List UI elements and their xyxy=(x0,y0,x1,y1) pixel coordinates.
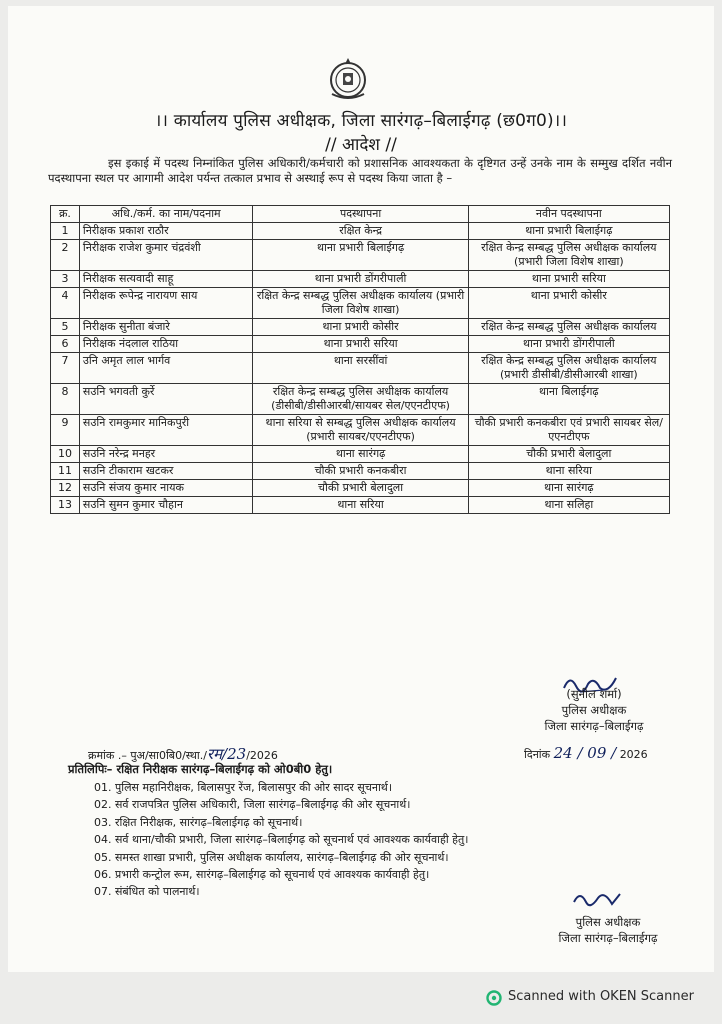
cell-sn: 3 xyxy=(51,271,80,288)
table-header-row xyxy=(51,206,670,223)
cell-sn: 9 xyxy=(51,415,80,446)
cell-new-posting: रक्षित केन्द्र सम्बद्ध पुलिस अधीक्षक कार्यालय (प्रभारी जिला विशेष शाखा) xyxy=(468,240,669,271)
cell-name: सउनि संजय कुमार नायक xyxy=(79,480,253,497)
cell-name: सउनि रामकुमार मानिकपुरी xyxy=(79,415,253,446)
cell-posting: रक्षित केन्द्र सम्बद्ध पुलिस अधीक्षक कार्यालय (डीसीबी/डीसीआरबी/सायबर सेल/एएनटीएफ) xyxy=(253,384,468,415)
office-title: ।। कार्यालय पुलिस अधीक्षक, जिला सारंगढ़–बिलाईगढ़ (छ0ग0)।। xyxy=(154,111,568,131)
table-row xyxy=(51,319,670,336)
signatory-district: जिला सारंगढ़–बिलाईगढ़ xyxy=(544,719,644,733)
reference-prefix: क्रमांक .– पुअ/सा0बि0/स्था./ xyxy=(88,749,207,762)
date-year: 2026 xyxy=(619,748,648,761)
signatory-name: (सुनील शर्मा) xyxy=(566,687,622,701)
cell-new-posting: चौकी प्रभारी बेलादुला xyxy=(468,446,669,463)
cell-posting: चौकी प्रभारी बेलादुला xyxy=(253,480,468,497)
cell-new-posting: थाना बिलाईगढ़ xyxy=(468,384,669,415)
cell-sn: 10 xyxy=(51,446,80,463)
cell-posting: थाना सरसींवां xyxy=(253,353,468,384)
cell-sn: 11 xyxy=(51,463,80,480)
table-row xyxy=(51,480,670,497)
table-row xyxy=(51,384,670,415)
cell-sn: 2 xyxy=(51,240,80,271)
cell-sn: 4 xyxy=(51,288,80,319)
copy-item: 01. पुलिस महानिरीक्षक, बिलासपुर रेंज, बिलासपुर की ओर सादर सूचनार्थ। xyxy=(94,781,392,794)
cell-posting: थाना प्रभारी सरिया xyxy=(253,336,468,353)
copy-item: 03. रक्षित निरीक्षक, सारंगढ़–बिलाईगढ़ को सूचनार्थ। xyxy=(94,815,303,829)
reference-date xyxy=(524,744,648,762)
copy-heading: प्रतिलिपिः– रक्षित निरीक्षक सारंगढ़–बिलाईगढ़ को ओ0बी0 हेतु। xyxy=(68,762,333,776)
scanner-watermark-text: Scanned with OKEN Scanner xyxy=(508,989,694,1004)
cell-posting: थाना सारंगढ़ xyxy=(253,446,468,463)
signature-sp-copy xyxy=(568,888,624,914)
cell-posting: चौकी प्रभारी कनकबीरा xyxy=(253,463,468,480)
signatory-block xyxy=(504,686,684,734)
cell-name: सउनि टीकाराम खटकर xyxy=(79,463,253,480)
signatory-designation: पुलिस अधीक्षक xyxy=(561,703,627,717)
date-label: दिनांक xyxy=(524,748,551,761)
cell-name: निरीक्षक रूपेन्द्र नारायण साय xyxy=(79,288,253,319)
cell-new-posting: थाना सरिया xyxy=(468,463,669,480)
cell-name: सउनि भगवती कुर्रे xyxy=(79,384,253,415)
reference-year: /2026 xyxy=(246,749,278,762)
col-header-name: अधि./कर्म. का नाम/पदनाम xyxy=(79,206,253,223)
signatory2-district: जिला सारंगढ़–बिलाईगढ़ xyxy=(558,931,658,945)
cell-new-posting: थाना प्रभारी सरिया xyxy=(468,271,669,288)
cell-new-posting: रक्षित केन्द्र सम्बद्ध पुलिस अधीक्षक कार्यालय xyxy=(468,319,669,336)
cell-name: निरीक्षक प्रकाश राठौर xyxy=(79,223,253,240)
signatory-block-2 xyxy=(538,914,678,946)
cell-sn: 8 xyxy=(51,384,80,415)
cell-name: सउनि सुमन कुमार चौहान xyxy=(79,497,253,514)
table-row xyxy=(51,336,670,353)
cell-posting: थाना प्रभारी डोंगरीपाली xyxy=(253,271,468,288)
table-row xyxy=(51,240,670,271)
copy-list xyxy=(94,779,468,901)
scanner-watermark xyxy=(486,989,694,1004)
table-row xyxy=(51,446,670,463)
cell-posting: रक्षित केन्द्र सम्बद्ध पुलिस अधीक्षक कार्यालय (प्रभारी जिला विशेष शाखा) xyxy=(253,288,468,319)
transfer-table xyxy=(50,205,670,514)
cell-new-posting: थाना प्रभारी बिलाईगढ़ xyxy=(468,223,669,240)
copy-item: 04. सर्व थाना/चौकी प्रभारी, जिला सारंगढ़–बिलाईगढ़ को सूचनार्थ एवं आवश्यक कार्यवाही हेतु। xyxy=(94,833,469,847)
date-handwritten: 24 / 09 / xyxy=(553,744,617,762)
cell-posting: थाना प्रभारी बिलाईगढ़ xyxy=(253,240,468,271)
cell-name: निरीक्षक सत्यवादी साहू xyxy=(79,271,253,288)
cell-sn: 6 xyxy=(51,336,80,353)
copy-item: 07. संबंधित को पालनार्थ। xyxy=(94,885,200,899)
cell-name: उनि अमृत लाल भार्गव xyxy=(79,353,253,384)
table-row xyxy=(51,497,670,514)
cell-new-posting: थाना प्रभारी डोंगरीपाली xyxy=(468,336,669,353)
cell-posting: थाना सरिया xyxy=(253,497,468,514)
cell-new-posting: थाना सारंगढ़ xyxy=(468,480,669,497)
table-row xyxy=(51,353,670,384)
col-header-new-posting: नवीन पदस्थापना xyxy=(468,206,669,223)
cell-posting: रक्षित केन्द्र xyxy=(253,223,468,240)
table-row xyxy=(51,271,670,288)
police-emblem-icon xyxy=(322,54,374,102)
table-row xyxy=(51,288,670,319)
table-row xyxy=(51,415,670,446)
cell-new-posting: थाना सलिहा xyxy=(468,497,669,514)
copy-item: 06. प्रभारी कन्ट्रोल रूम, सारंगढ़–बिलाईगढ़ को सूचनार्थ एवं आवश्यक कार्यवाही हेतु। xyxy=(94,868,430,882)
cell-posting: थाना प्रभारी कोसीर xyxy=(253,319,468,336)
cell-name: निरीक्षक नंदलाल राठिया xyxy=(79,336,253,353)
table-row xyxy=(51,223,670,240)
cell-posting: थाना सरिया से सम्बद्ध पुलिस अधीक्षक कार्यालय (प्रभारी सायबर/एएनटीएफ) xyxy=(253,415,468,446)
cell-sn: 13 xyxy=(51,497,80,514)
cell-name: सउनि नरेन्द्र मनहर xyxy=(79,446,253,463)
cell-sn: 12 xyxy=(51,480,80,497)
col-header-sn: क्र. xyxy=(51,206,80,223)
cell-new-posting: थाना प्रभारी कोसीर xyxy=(468,288,669,319)
cell-sn: 5 xyxy=(51,319,80,336)
cell-sn: 1 xyxy=(51,223,80,240)
cell-name: निरीक्षक राजेश कुमार चंद्रवंशी xyxy=(79,240,253,271)
cell-new-posting: रक्षित केन्द्र सम्बद्ध पुलिस अधीक्षक कार्यालय (प्रभारी डीसीबी/डीसीआरबी शाखा) xyxy=(468,353,669,384)
signatory2-designation: पुलिस अधीक्षक xyxy=(575,915,641,929)
reference-number xyxy=(88,744,278,764)
copy-item: 05. समस्त शाखा प्रभारी, पुलिस अधीक्षक कार्यालय, सारंगढ़–बिलाईगढ़ की ओर सूचनार्थ। xyxy=(94,850,449,864)
cell-new-posting: चौकी प्रभारी कनकबीरा एवं प्रभारी सायबर सेल/एएनटीएफ xyxy=(468,415,669,446)
table-row xyxy=(51,463,670,480)
cell-sn: 7 xyxy=(51,353,80,384)
reference-handwritten-no: रम/23 xyxy=(206,745,247,763)
order-heading: // आदेश // xyxy=(325,135,397,155)
document-page xyxy=(8,6,714,972)
col-header-posting: पदस्थापना xyxy=(253,206,468,223)
cell-name: निरीक्षक सुनीता बंजारे xyxy=(79,319,253,336)
intro-paragraph: इस इकाई में पदस्थ निम्नांकित पुलिस अधिकारी/कर्मचारी को प्रशासनिक आवश्यकता के दृष्टिगत उन्हें उनके नाम के सम्मुख दर्शित नवीन पदस्थापना स्थल पर आगामी आदेश पर्यन्त तत्काल प्रभाव से अस्थाई रूप से पदस्थ किया जाता है – xyxy=(48,156,672,185)
copy-item: 02. सर्व राजपत्रित पुलिस अधिकारी, जिला सारंगढ़–बिलाईगढ़ की ओर सूचनार्थ। xyxy=(94,798,411,812)
